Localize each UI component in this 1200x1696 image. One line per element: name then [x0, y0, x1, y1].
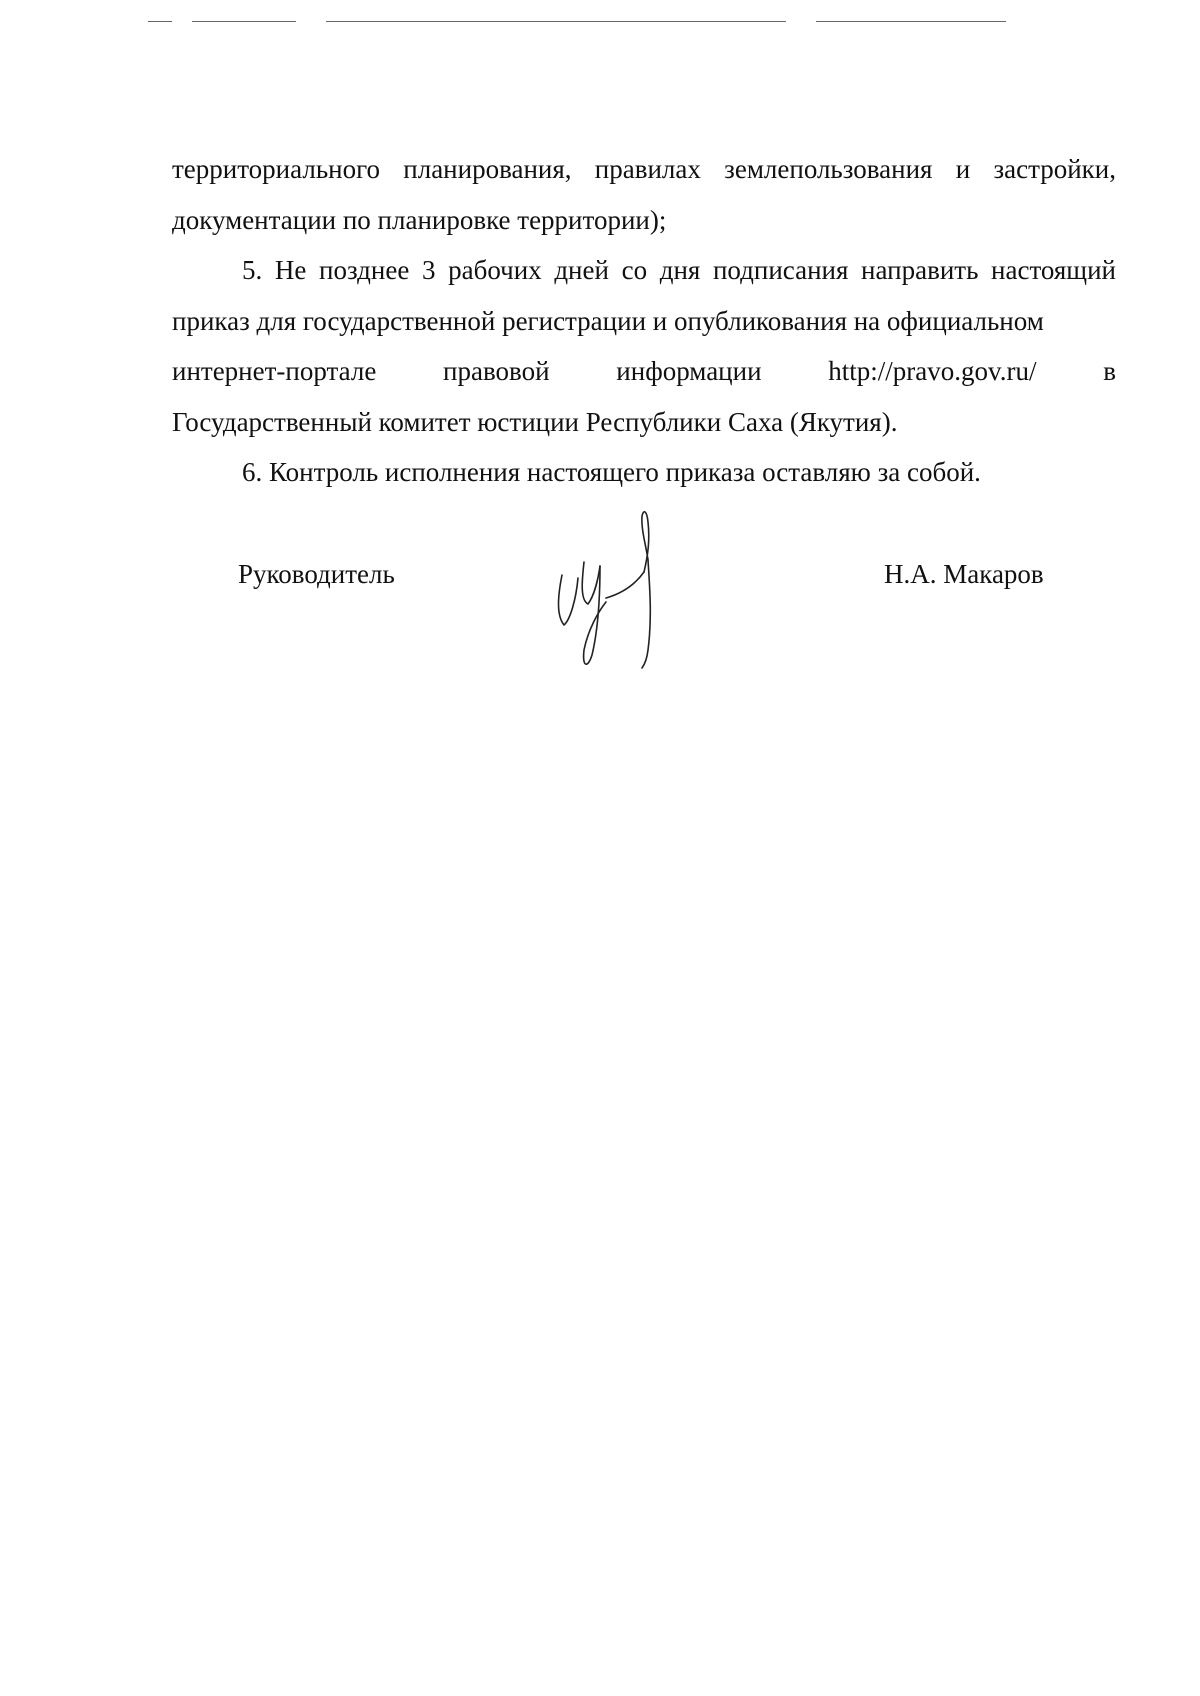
- handwritten-signature: [548, 500, 698, 680]
- paragraph-item-5: 5. Не позднее 3 рабочих дней со дня подписания направить настоящий приказ для государственной регистрации и опубликования на официальном: [172, 255, 1116, 336]
- signer-name: Н.А. Макаров: [884, 559, 1044, 589]
- paragraph-item-5-line-3: интернет-портале правовой информации http://pravo.gov.ru/ в: [172, 356, 1116, 386]
- scan-line: [192, 21, 296, 22]
- scan-line: [326, 21, 786, 22]
- scan-line: [148, 21, 172, 22]
- paragraph-item-6: 6. Контроль исполнения настоящего приказа оставляю за собой.: [242, 457, 981, 487]
- scan-line: [816, 21, 1006, 22]
- document-body: [172, 144, 1116, 498]
- signature-block: [0, 500, 1200, 680]
- scan-artifact-lines: [0, 0, 1200, 40]
- signer-position-title: Руководитель: [238, 559, 395, 589]
- paragraph-continuation: территориального планирования, правилах землепользования и застройки, документации по планировке территории);: [172, 154, 1116, 235]
- paragraph-item-5-line-4: Государственный комитет юстиции Республики Саха (Якутия).: [172, 406, 898, 437]
